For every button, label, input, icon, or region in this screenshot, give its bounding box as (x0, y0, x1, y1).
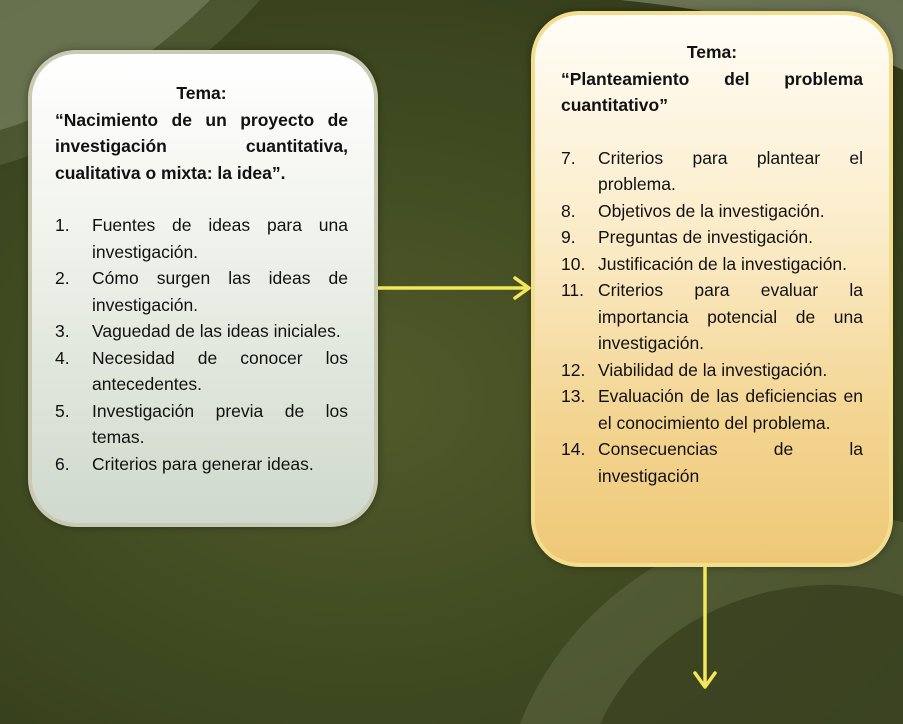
item-number: 4. (55, 347, 70, 368)
item-text: Criterios para evaluar la importancia potencial de una investigación. (598, 280, 863, 353)
list-item (561, 145, 863, 198)
right-topic-label: Tema: (686, 42, 738, 62)
item-number: 13. (561, 386, 586, 406)
item-number: 8. (561, 200, 576, 221)
list-item (561, 198, 863, 225)
left-topic-label: Tema: (176, 83, 227, 103)
item-number: 9. (561, 227, 576, 247)
item-text: Cómo surgen las ideas de investigación. (92, 268, 348, 315)
list-item (561, 224, 863, 251)
left-topic-list (55, 212, 348, 477)
list-item (55, 265, 348, 318)
list-item (55, 451, 348, 478)
item-text: Fuentes de ideas para una investigación. (92, 215, 348, 262)
list-item (561, 383, 863, 436)
list-item (55, 345, 348, 398)
item-text: Investigación previa de los temas. (92, 400, 348, 447)
item-text: Evaluación de las deficiencias en el conocimiento del problema. (598, 386, 863, 433)
list-item (561, 357, 863, 384)
item-number: 11. (561, 280, 585, 300)
list-item (55, 398, 348, 451)
item-number: 14. (561, 439, 586, 459)
left-topic-box (28, 50, 378, 527)
item-number: 6. (55, 453, 70, 474)
item-text: Objetivos de la investigación. (598, 200, 825, 221)
item-text: Viabilidad de la investigación. (598, 359, 828, 380)
list-item (55, 318, 348, 345)
left-topic-title: “Nacimiento de un proyecto de investigación cuantitativa, cualitativa o mixta: la idea”. (55, 109, 348, 183)
list-item (561, 436, 863, 489)
list-item (561, 251, 863, 278)
item-text: Preguntas de investigación. (598, 227, 813, 247)
item-text: Criterios para plantear el problema. (598, 147, 863, 194)
item-text: Consecuencias de la investigación (598, 439, 863, 486)
item-number: 12. (561, 359, 586, 380)
item-number: 3. (55, 321, 70, 341)
right-topic-list (561, 145, 863, 490)
list-item (561, 277, 863, 357)
item-number: 10. (561, 253, 586, 274)
list-item (55, 212, 348, 265)
item-number: 1. (55, 215, 70, 235)
item-number: 7. (561, 147, 576, 168)
item-text: Vaguedad de las ideas iniciales. (92, 321, 341, 341)
right-topic-title: “Planteamiento del problema cuantitativo” (561, 68, 863, 115)
item-number: 5. (55, 400, 70, 421)
right-topic-box (531, 11, 893, 567)
item-text: Necesidad de conocer los antecedentes. (92, 347, 348, 394)
item-text: Criterios para generar ideas. (92, 453, 314, 474)
item-text: Justificación de la investigación. (598, 253, 848, 274)
item-number: 2. (55, 268, 70, 288)
